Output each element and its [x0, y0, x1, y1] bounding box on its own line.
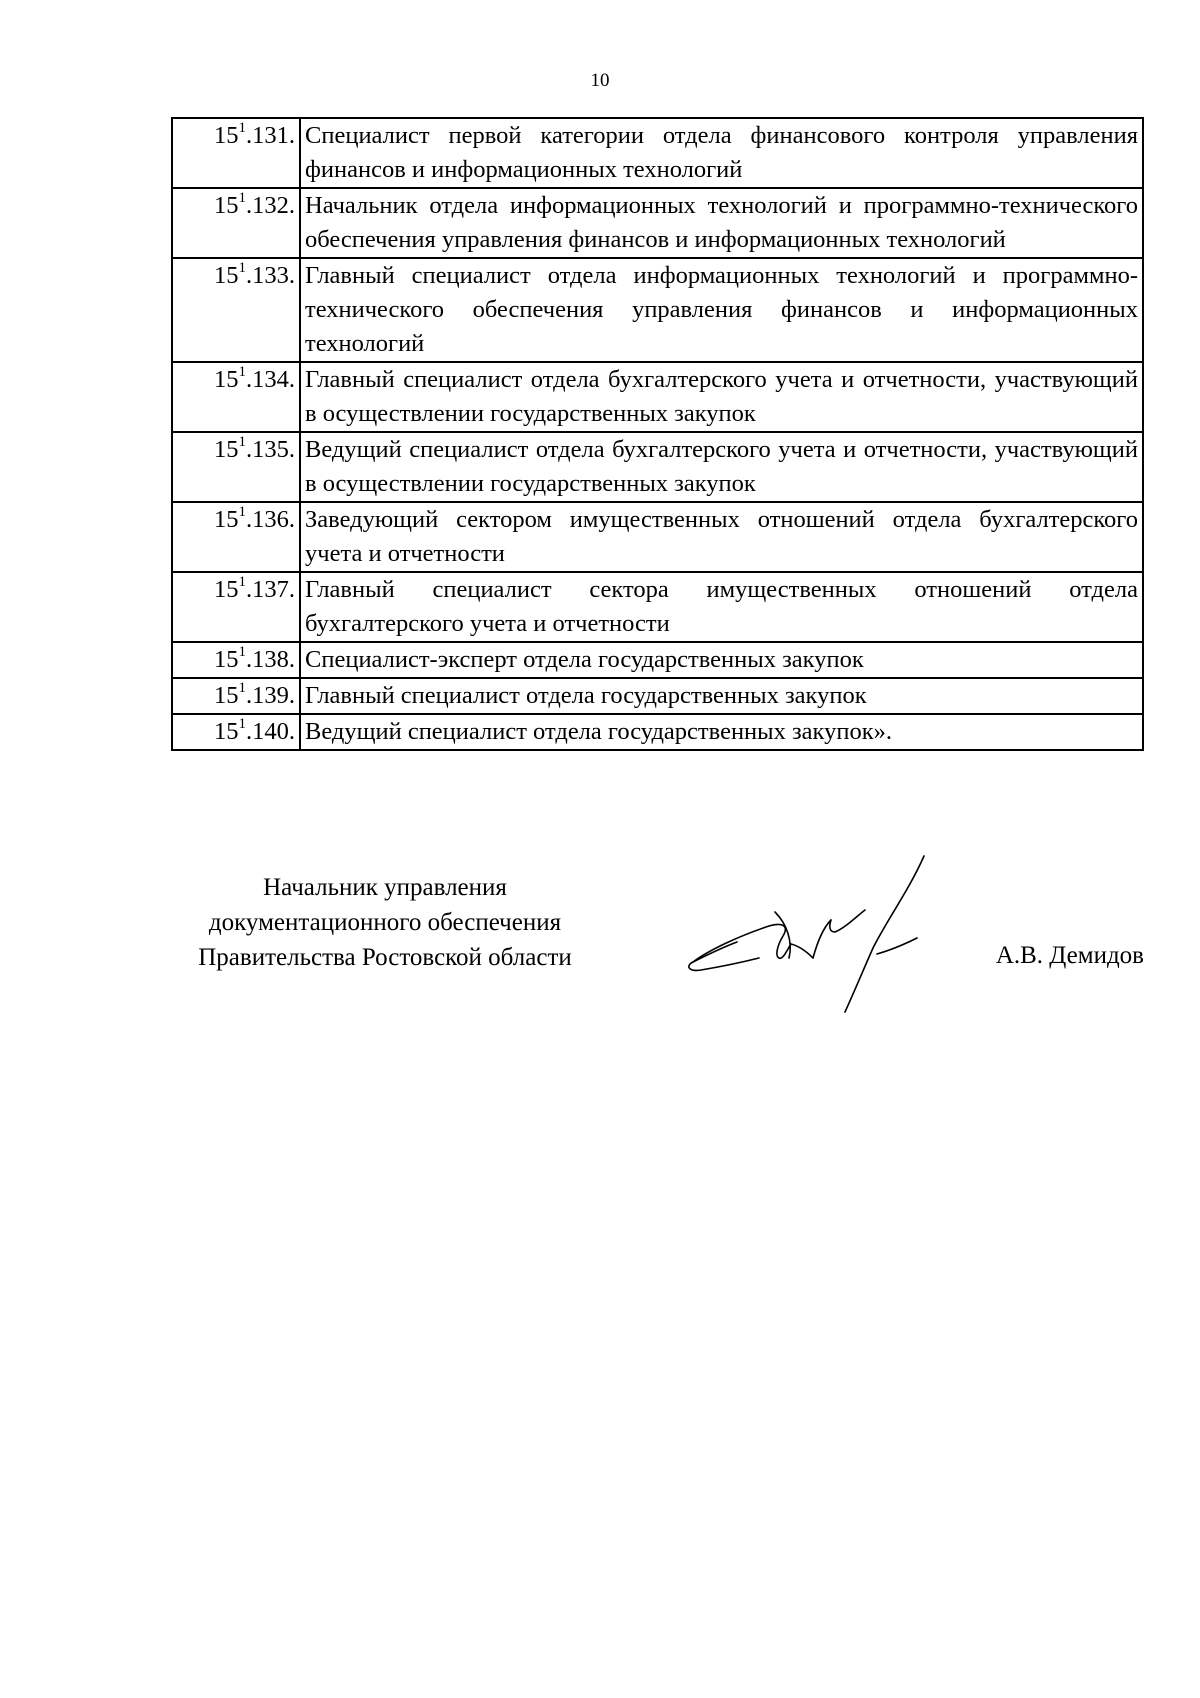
row-number: $15^1.138$.	[172, 642, 300, 678]
page-number: 10	[590, 70, 610, 91]
row-description: Ведущий специалист отдела бухгалтерского учета и отчетности, участвующий в осуществлении государственных закупок	[300, 432, 1143, 502]
handwritten-signature-icon	[679, 850, 939, 1020]
table-row	[172, 678, 1143, 714]
table-row	[172, 572, 1143, 642]
row-description: Специалист-эксперт отдела государственных закупок	[300, 642, 1143, 678]
positions-table	[171, 117, 1144, 751]
row-description: Главный специалист отдела бухгалтерского учета и отчетности, участвующий в осуществлении государственных закупок	[300, 362, 1143, 432]
row-number: $15^1.137$.	[172, 572, 300, 642]
table-row	[172, 118, 1143, 188]
row-description: Главный специалист отдела государственных закупок	[300, 678, 1143, 714]
table-row	[172, 642, 1143, 678]
row-description: Начальник отдела информационных технологий и программно-технического обеспечения управления финансов и информационных технологий	[300, 188, 1143, 258]
table-row	[172, 362, 1143, 432]
row-number: $15^1.136$.	[172, 502, 300, 572]
row-description: Главный специалист сектора имущественных отношений отдела бухгалтерского учета и отчетности	[300, 572, 1143, 642]
row-description: Ведущий специалист отдела государственных закупок».	[300, 714, 1143, 750]
table-row	[172, 258, 1143, 362]
signatory-title-line: Начальник управления	[263, 874, 507, 901]
row-description: Главный специалист отдела информационных технологий и программно-технического обеспечения управления финансов и информационных технологий	[300, 258, 1143, 362]
signatory-title-line: Правительства Ростовской области	[198, 944, 572, 971]
row-number: $15^1.134$.	[172, 362, 300, 432]
table-row	[172, 714, 1143, 750]
signatory-name: А.В. Демидов	[995, 942, 1144, 969]
row-number: $15^1.139$.	[172, 678, 300, 714]
row-number: $15^1.132$.	[172, 188, 300, 258]
row-number: $15^1.140$.	[172, 714, 300, 750]
table-row	[172, 432, 1143, 502]
signatory-title-line: документационного обеспечения	[208, 909, 562, 936]
row-number: $15^1.135$.	[172, 432, 300, 502]
row-description: Специалист первой категории отдела финансового контроля управления финансов и информационных технологий	[300, 118, 1143, 188]
signatory-title	[171, 870, 599, 975]
row-description: Заведующий сектором имущественных отношений отдела бухгалтерского учета и отчетности	[300, 502, 1143, 572]
row-number: $15^1.131$.	[172, 118, 300, 188]
table-row	[172, 502, 1143, 572]
table-row	[172, 188, 1143, 258]
row-number: $15^1.133$.	[172, 258, 300, 362]
